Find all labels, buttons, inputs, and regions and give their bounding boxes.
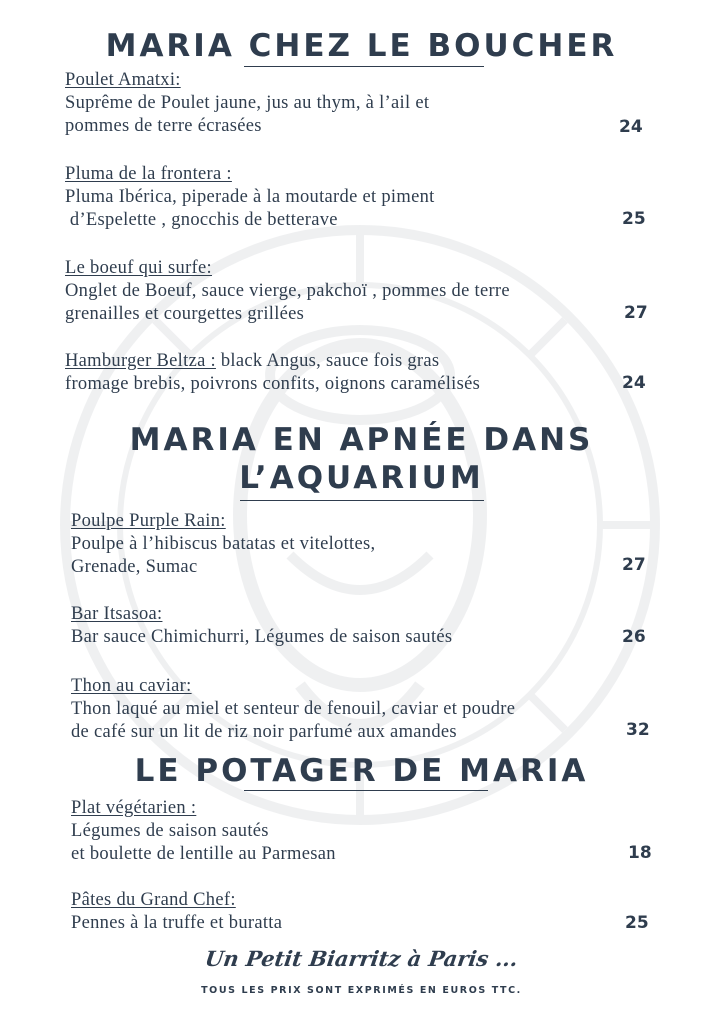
dish-description-inline: black Angus, sauce fois gras	[215, 351, 440, 371]
dish-price: 24	[619, 117, 643, 137]
dish-description: grenailles et courgettes grillées	[65, 304, 305, 324]
dish-price: 27	[622, 555, 646, 575]
dish-description: pommes de terre écrasées	[65, 116, 262, 136]
dish-name: Le boeuf qui surfe:	[65, 258, 212, 278]
dish-hamburger-beltza	[65, 350, 480, 396]
dish-price: 32	[626, 720, 650, 740]
dish-poulpe-purple-rain	[71, 510, 375, 579]
dish-price: 25	[625, 913, 649, 933]
dish-name: Poulet Amatxi:	[65, 70, 181, 90]
dish-description: Grenade, Sumac	[71, 557, 198, 577]
dish-pluma	[65, 163, 435, 232]
dish-poulet-amatxi	[65, 69, 429, 138]
dish-name: Thon au caviar:	[71, 676, 192, 696]
dish-description: Suprême de Poulet jaune, jus au thym, à l’ail et	[65, 93, 430, 113]
dish-bar-itsasoa	[71, 603, 452, 649]
dish-description: Onglet de Boeuf, sauce vierge, pakchoï , pommes de terre	[65, 281, 510, 301]
dish-description: de café sur un lit de riz noir parfumé aux amandes	[71, 722, 457, 742]
dish-boeuf-qui-surfe	[65, 257, 510, 326]
dish-price: 25	[622, 209, 646, 229]
footer-price-note: TOUS LES PRIX SONT EXPRIMÉS EN EUROS TTC.	[201, 985, 522, 996]
title-underline	[244, 66, 484, 67]
dish-description: Pluma Ibérica, piperade à la moutarde et piment	[65, 187, 435, 207]
dish-thon-au-caviar	[71, 675, 515, 744]
dish-description: Légumes de saison sautés	[71, 821, 269, 841]
dish-name: Pâtes du Grand Chef:	[71, 890, 236, 910]
title-underline	[240, 500, 484, 501]
dish-description: Bar sauce Chimichurri, Légumes de saison sautés	[71, 627, 453, 647]
dish-name: Hamburger Beltza :	[65, 351, 216, 371]
dish-plat-vegetarien	[71, 797, 336, 866]
dish-name: Poulpe Purple Rain:	[71, 511, 226, 531]
dish-description: Poulpe à l’hibiscus batatas et vitelottes,	[71, 534, 376, 554]
dish-name: Bar Itsasoa:	[71, 604, 163, 624]
dish-description: fromage brebis, poivrons confits, oignons caramélisés	[65, 374, 481, 394]
dish-description: Pennes à la truffe et buratta	[71, 913, 283, 933]
dish-name: Pluma de la frontera :	[65, 164, 232, 184]
dish-pates-du-grand-chef	[71, 889, 282, 935]
dish-name: Plat végétarien :	[71, 798, 197, 818]
section-title-potager: LE POTAGER DE MARIA	[134, 753, 589, 789]
section-title-aquarium-line2: L’AQUARIUM	[239, 460, 484, 496]
dish-price: 18	[628, 843, 652, 863]
dish-description: d’Espelette , gnocchis de betterave	[65, 210, 338, 230]
section-title-aquarium-line1: MARIA EN APNÉE DANS	[129, 422, 594, 458]
dish-price: 24	[622, 373, 646, 393]
dish-description: Thon laqué au miel et senteur de fenouil, caviar et poudre	[71, 699, 516, 719]
section-title-boucher: MARIA CHEZ LE BOUCHER	[105, 28, 618, 64]
title-underline	[244, 790, 488, 791]
dish-price: 27	[624, 303, 648, 323]
footer-tagline: Un Petit Biarritz à Paris ...	[203, 946, 520, 971]
dish-price: 26	[622, 627, 646, 647]
dish-description: et boulette de lentille au Parmesan	[71, 844, 336, 864]
